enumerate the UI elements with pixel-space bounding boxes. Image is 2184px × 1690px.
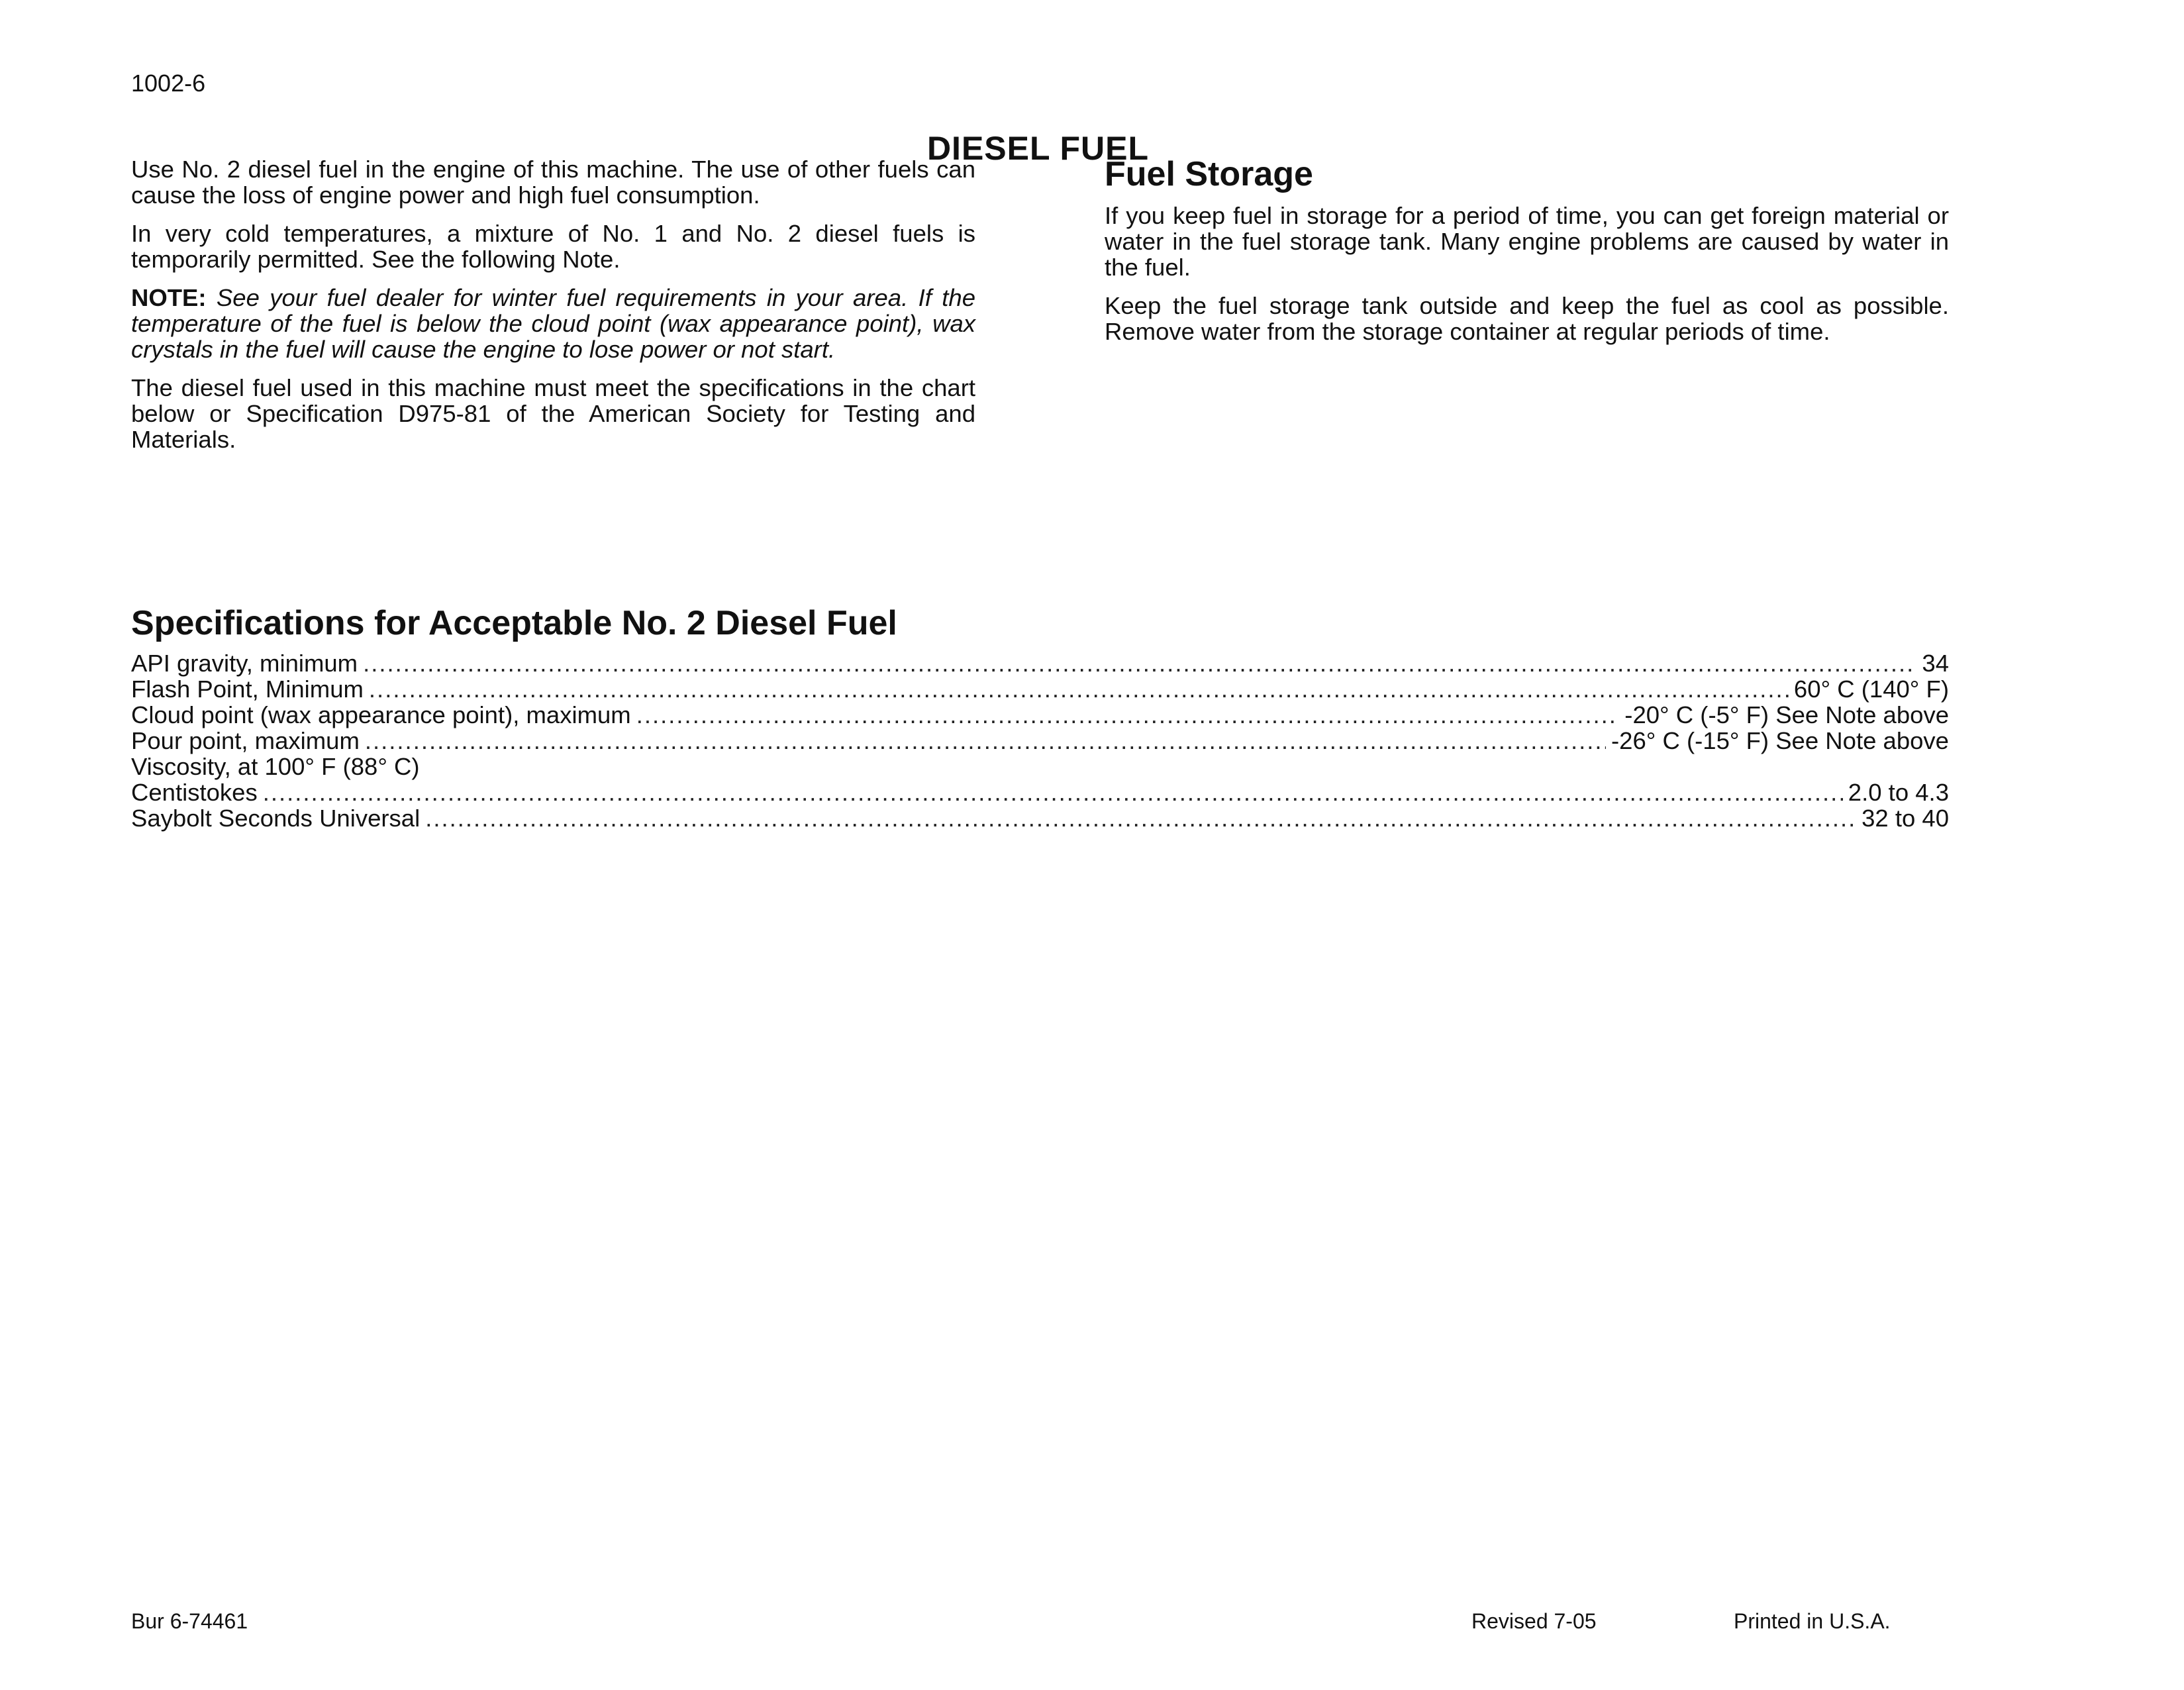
cold-temperature-paragraph: In very cold temperatures, a mixture of No. 1 and No. 2 diesel fuels is temporarily permitted. See the following Note. <box>131 220 975 273</box>
dot-leader <box>425 805 1856 831</box>
spec-value: 32 to 40 <box>1861 805 1949 832</box>
right-column <box>1105 154 1949 344</box>
left-column <box>131 156 975 452</box>
spec-row-saybolt <box>131 805 1949 831</box>
page-title: DIESEL FUEL <box>926 129 1150 167</box>
dot-leader <box>369 676 1789 702</box>
spec-label: Saybolt Seconds Universal <box>131 805 421 832</box>
fuel-storage-paragraph-2: Keep the fuel storage tank outside and keep the fuel as cool as possible. Remove water from the storage container at regular periods of time. <box>1105 292 1949 345</box>
spec-value: 60° C (140° F) <box>1793 675 1949 703</box>
dot-leader <box>263 779 1843 805</box>
note-paragraph <box>131 285 975 362</box>
spec-value: -26° C (-15° F) See Note above <box>1611 727 1949 754</box>
fuel-storage-heading: Fuel Storage <box>1105 155 1313 193</box>
intro-paragraph: Use No. 2 diesel fuel in the engine of this machine. The use of other fuels can cause the loss of engine power and high fuel consumption. <box>131 156 975 209</box>
dot-leader <box>363 650 1916 676</box>
spec-row-centistokes <box>131 779 1949 805</box>
note-text: See your fuel dealer for winter fuel requirements in your area. If the temperature of the fuel is below the cloud point (wax appearance point), wax crystals in the fuel will cause the engine to lose power or not start. <box>131 284 975 363</box>
specifications-heading: Specifications for Acceptable No. 2 Diesel Fuel <box>131 604 897 642</box>
spec-label: Pour point, maximum <box>131 727 360 754</box>
fuel-storage-paragraph-1: If you keep fuel in storage for a period of time, you can get foreign material or water in the fuel storage tank. Many engine problems are caused by water in the fuel. <box>1105 202 1949 281</box>
dot-leader <box>365 728 1606 754</box>
spec-label: Viscosity, at 100° F (88° C) <box>131 753 420 780</box>
footer-printed-location: Printed in U.S.A. <box>1734 1609 1891 1633</box>
spec-value: 34 <box>1922 650 1949 677</box>
specifications-list <box>131 650 1949 831</box>
note-label: NOTE: <box>131 284 207 311</box>
spec-row-api-gravity <box>131 650 1949 676</box>
spec-value: 2.0 to 4.3 <box>1848 779 1949 806</box>
page-number: 1002-6 <box>131 70 206 97</box>
spec-label: Cloud point (wax appearance point), maximum <box>131 701 631 728</box>
specification-paragraph: The diesel fuel used in this machine must meet the specifications in the chart below or Specification D975-81 of the American Society for Testing and Materials. <box>131 374 975 453</box>
spec-row-viscosity <box>131 754 1949 779</box>
spec-label: Centistokes <box>131 779 258 806</box>
dot-leader <box>636 702 1620 728</box>
spec-row-cloud-point <box>131 702 1949 728</box>
spec-label: API gravity, minimum <box>131 650 358 677</box>
footer-document-number: Bur 6-74461 <box>131 1609 248 1633</box>
spec-row-flash-point <box>131 676 1949 702</box>
footer-revised-date: Revised 7-05 <box>1471 1609 1597 1633</box>
spec-label: Flash Point, Minimum <box>131 675 364 703</box>
spec-row-pour-point <box>131 728 1949 754</box>
spec-value: -20° C (-5° F) See Note above <box>1624 701 1949 728</box>
